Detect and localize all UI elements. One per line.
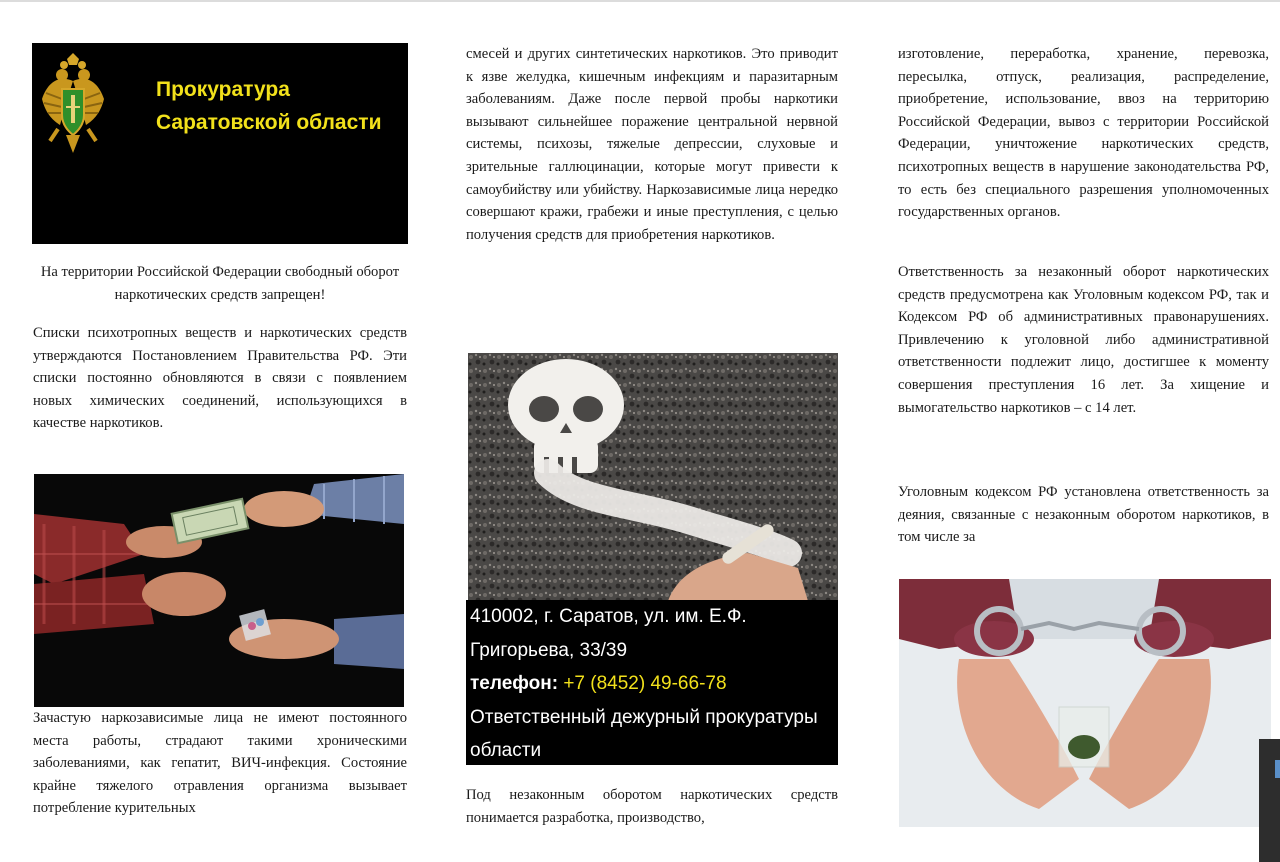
paragraph-health-effects: Зачастую наркозависимые лица не имеют постоянного места работы, страдают такими хроническими заболеваниями, как гепатит, ВИЧ-инфекция. Состояние крайне тяжелого отравления организма вызывает потребление курительных [33, 710, 407, 817]
column-2-effects [466, 43, 838, 246]
duty-officer-line-2: области [470, 740, 542, 761]
paragraph-trafficking-actions: изготовление, переработка, хранение, перевозка, пересылка, отпуск, реализация, распределение, приобретение, использование, ввоз на территорию Российской Федерации, вывоз с территории Российской Федерации, уничтожение наркотических средств, психотропных веществ в нарушение законодательства РФ, то есть без специального разрешения уполномоченных государственных органов. [898, 46, 1269, 221]
address-line-2: Григорьева, 33/39 [470, 639, 628, 661]
phone-line [470, 667, 838, 701]
paragraph-illegal-trafficking-definition: Под незаконным оборотом наркотических средств понимается разработка, производство, [466, 787, 838, 826]
column-3-definition-cont [898, 43, 1269, 224]
handcuffed-hands-photo [899, 579, 1271, 827]
column-1-health [33, 707, 407, 820]
paragraph-substance-lists: Списки психотропных веществ и наркотических средств утверждаются Постановлением Правительства РФ. Эти списки постоянно обновляются в связи с появлением новых химических соединений, использующихся в качестве наркотиков. [33, 325, 407, 432]
column-1-lists [33, 322, 407, 435]
paragraph-drug-effects: смесей и других синтетических наркотиков. Это приводит к язве желудка, кишечным инфекциям и паразитарным заболеваниям. Даже после первой пробы наркотики вызывают сильнейшее поражение центральной нервной системы, психозы, тяжелые депрессии, слуховые и зрительные галлюцинации, которые могут привести к самоубийству или убийству. Наркозависимые лица нередко совершают кражи, грабежи и иные преступления, с целью получения средств для приобретения наркотиков. [466, 46, 838, 243]
side-scroll-tab[interactable] [1259, 739, 1280, 862]
column-2-definition [466, 784, 838, 829]
paragraph-criminal-code: Уголовным кодексом РФ установлена ответственность за деяния, связанные с незаконным оборотом наркотиков, в том числе за [898, 484, 1269, 546]
prosecutor-header-banner [32, 43, 408, 244]
hands-money-exchange-photo [34, 474, 404, 707]
side-tab-icon [1275, 760, 1280, 778]
skull-powder-photo [468, 353, 838, 601]
column-1-intro [33, 261, 407, 306]
paragraph-liability: Ответственность за незаконный оборот наркотических средств предусмотрена как Уголовным кодексом РФ, так и Кодексом РФ об административных правонарушениях. Привлечению к уголовной либо административной ответственности подлежит лицо, достигшее к моменту совершения преступления 16 лет. За хищение и вымогательство наркотиков – с 14 лет. [898, 264, 1269, 416]
double-headed-eagle-emblem-icon [40, 53, 106, 155]
column-3-criminal-code [898, 481, 1269, 549]
phone-number[interactable]: +7 (8452) 49-66-78 [558, 673, 727, 694]
duty-officer-line-1: Ответственный дежурный прокуратуры [470, 706, 818, 728]
header-title-line1: Прокуратура [156, 78, 290, 101]
phone-label: телефон: [470, 673, 559, 694]
intro-statement: На территории Российской Федерации свободный оборот наркотических средств запрещен! [40, 264, 400, 303]
header-title-line2: Саратовской области [156, 111, 382, 134]
column-3-liability [898, 261, 1269, 419]
address-line-1: 410002, г. Саратов, ул. им. Е.Ф. [470, 606, 747, 627]
top-border [0, 0, 1280, 2]
header-title [156, 73, 406, 139]
contact-info-box [466, 600, 838, 765]
